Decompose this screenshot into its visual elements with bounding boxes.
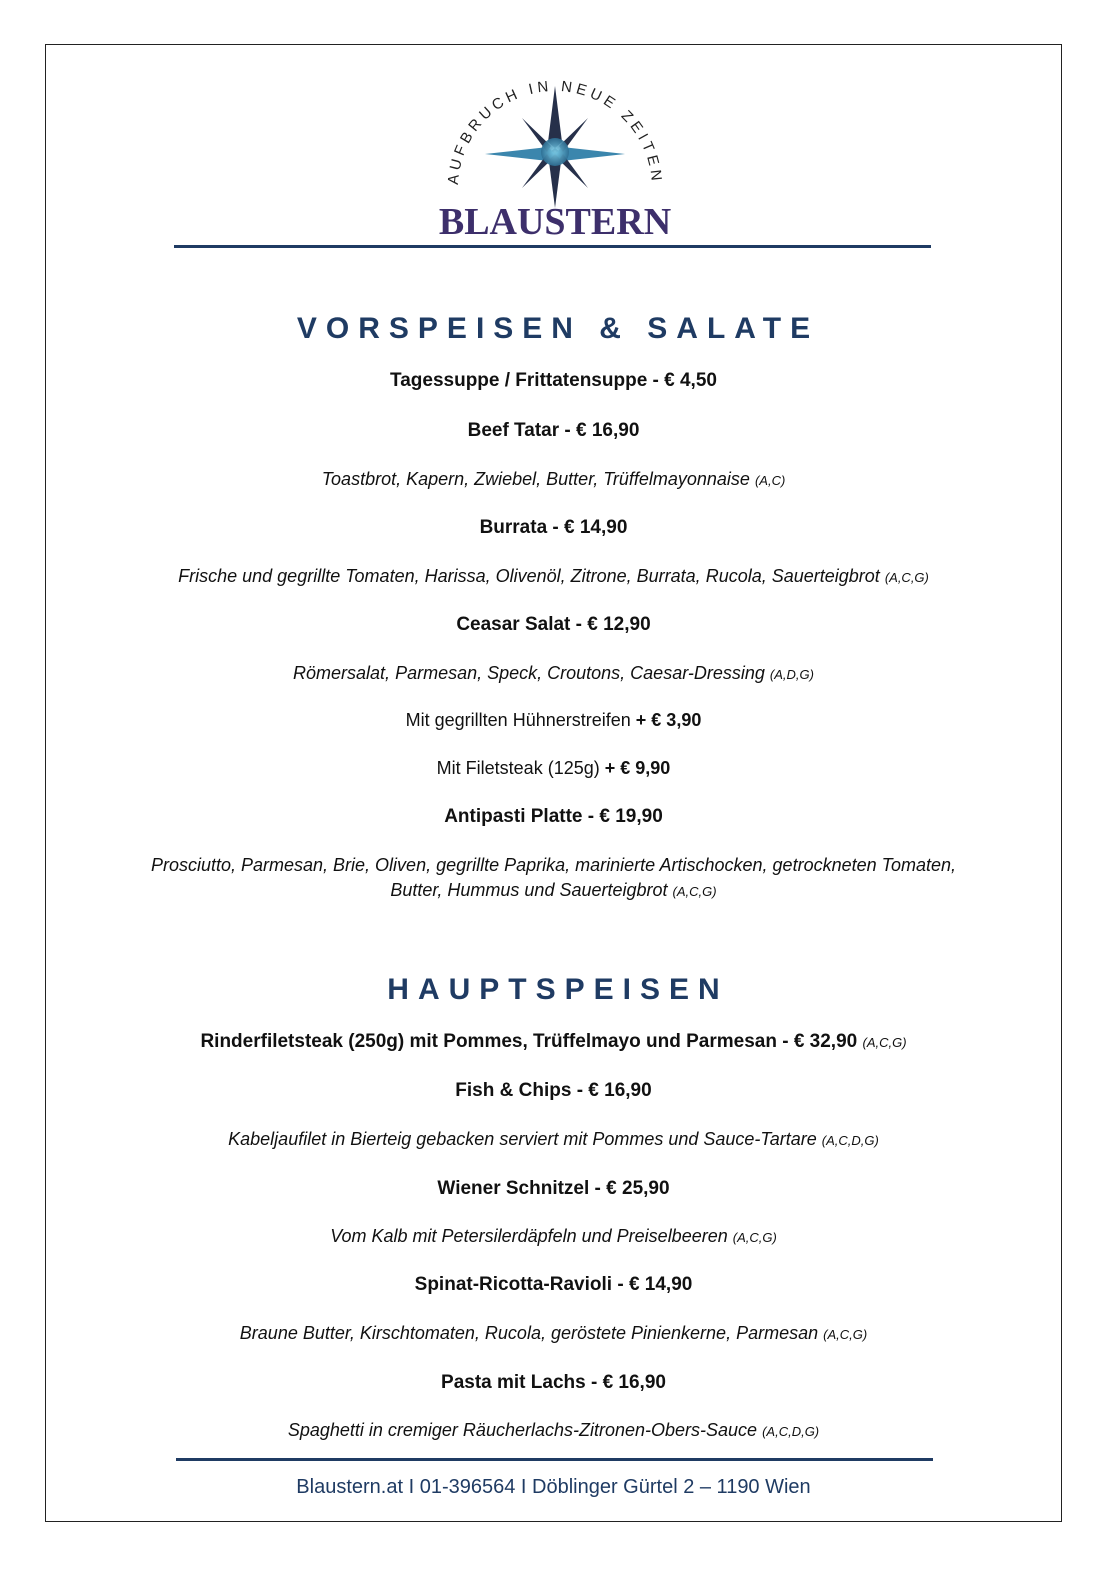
line-text: Antipasti Platte - € 19,90 — [444, 806, 663, 827]
line-text: Ceasar Salat - € 12,90 — [456, 614, 651, 635]
menu-item-description — [45, 1323, 1062, 1344]
menu-item-title — [45, 614, 1062, 636]
footer-contact: Blaustern.at I 01-396564 I Döblinger Gürtel 2 – 1190 Wien — [296, 1476, 811, 1498]
section-title: VORSPEISEN & SALATE — [296, 312, 820, 345]
line-text: Braune Butter, Kirschtomaten, Rucola, geröstete Pinienkerne, Parmesan — [239, 1323, 819, 1343]
logo-motto: AUFBRUCH IN NEUE ZEITEN — [444, 77, 666, 186]
allergen-codes: (A,C,D,G) — [821, 1133, 879, 1148]
allergen-codes: (A,C,G) — [862, 1035, 907, 1050]
line-text: Spinat-Ricotta-Ravioli - € 14,90 — [414, 1274, 693, 1295]
line-text: Burrata - € 14,90 — [479, 517, 628, 538]
line-text: Fish & Chips - € 16,90 — [455, 1080, 652, 1101]
allergen-codes: (A,C,G) — [732, 1230, 777, 1245]
line-text: Beef Tatar - € 16,90 — [467, 420, 640, 441]
line-text: Rinderfiletsteak (250g) mit Pommes, Trüffelmayo und Parmesan - € 32,90 — [200, 1031, 858, 1052]
line-text: Wiener Schnitzel - € 25,90 — [437, 1178, 670, 1199]
menu-item-description — [45, 663, 1062, 684]
logo-name: BLAUSTERN — [438, 201, 672, 243]
allergen-codes: (A,C,G) — [884, 570, 929, 585]
line-text: Mit Filetsteak (125g) — [436, 758, 600, 778]
addon-price: + € 9,90 — [604, 758, 671, 778]
line-text: Butter, Hummus und Sauerteigbrot — [390, 880, 668, 900]
menu-item-addon — [45, 710, 1062, 731]
allergen-codes: (A,C) — [754, 473, 786, 488]
menu-item-description — [45, 855, 1062, 876]
menu-item-description — [45, 469, 1062, 490]
menu-item-title — [45, 517, 1062, 539]
menu-item-title — [45, 420, 1062, 442]
section-title: HAUPTSPEISEN — [387, 973, 729, 1006]
menu-item-description — [45, 1420, 1062, 1441]
blaustern-logo — [430, 66, 680, 246]
menu-item-description — [45, 566, 1062, 587]
menu-item-addon — [45, 758, 1062, 779]
line-text: Toastbrot, Kapern, Zwiebel, Butter, Trüffelmayonnaise — [321, 469, 750, 489]
menu-item-description — [45, 1129, 1062, 1150]
allergen-codes: (A,C,G) — [672, 884, 717, 899]
line-text: Römersalat, Parmesan, Speck, Croutons, Caesar-Dressing — [293, 663, 765, 683]
menu-item-title — [45, 1178, 1062, 1200]
line-text: Vom Kalb mit Petersilerdäpfeln und Preiselbeeren — [330, 1226, 728, 1246]
addon-price: + € 3,90 — [635, 710, 702, 730]
line-text: Mit gegrillten Hühnerstreifen — [405, 710, 631, 730]
menu-item-title — [45, 1080, 1062, 1102]
footer-divider — [176, 1458, 933, 1461]
menu-item-description — [45, 1226, 1062, 1247]
line-text: Frische und gegrillte Tomaten, Harissa, Olivenöl, Zitrone, Burrata, Rucola, Sauerteigbrot — [178, 566, 880, 586]
line-text: Prosciutto, Parmesan, Brie, Oliven, gegrillte Paprika, marinierte Artischocken, getrockneten Tomaten, — [150, 855, 957, 875]
menu-item-title — [45, 806, 1062, 828]
line-text: Pasta mit Lachs - € 16,90 — [441, 1372, 666, 1393]
allergen-codes: (A,C,G) — [823, 1327, 868, 1342]
line-text: Tagessuppe / Frittatensuppe - € 4,50 — [390, 370, 717, 391]
menu-item-title — [45, 1031, 1062, 1053]
allergen-codes: (A,D,G) — [769, 667, 814, 682]
menu-item-title — [45, 370, 1062, 392]
line-text: Spaghetti in cremiger Räucherlachs-Zitronen-Obers-Sauce — [287, 1420, 758, 1440]
line-text: Kabeljaufilet in Bierteig gebacken serviert mit Pommes und Sauce-Tartare — [228, 1129, 817, 1149]
header-divider — [174, 245, 931, 248]
allergen-codes: (A,C,D,G) — [762, 1424, 820, 1439]
menu-item-description — [45, 880, 1062, 901]
page-border — [45, 44, 1062, 1522]
menu-item-title — [45, 1274, 1062, 1296]
menu-item-title — [45, 1372, 1062, 1394]
